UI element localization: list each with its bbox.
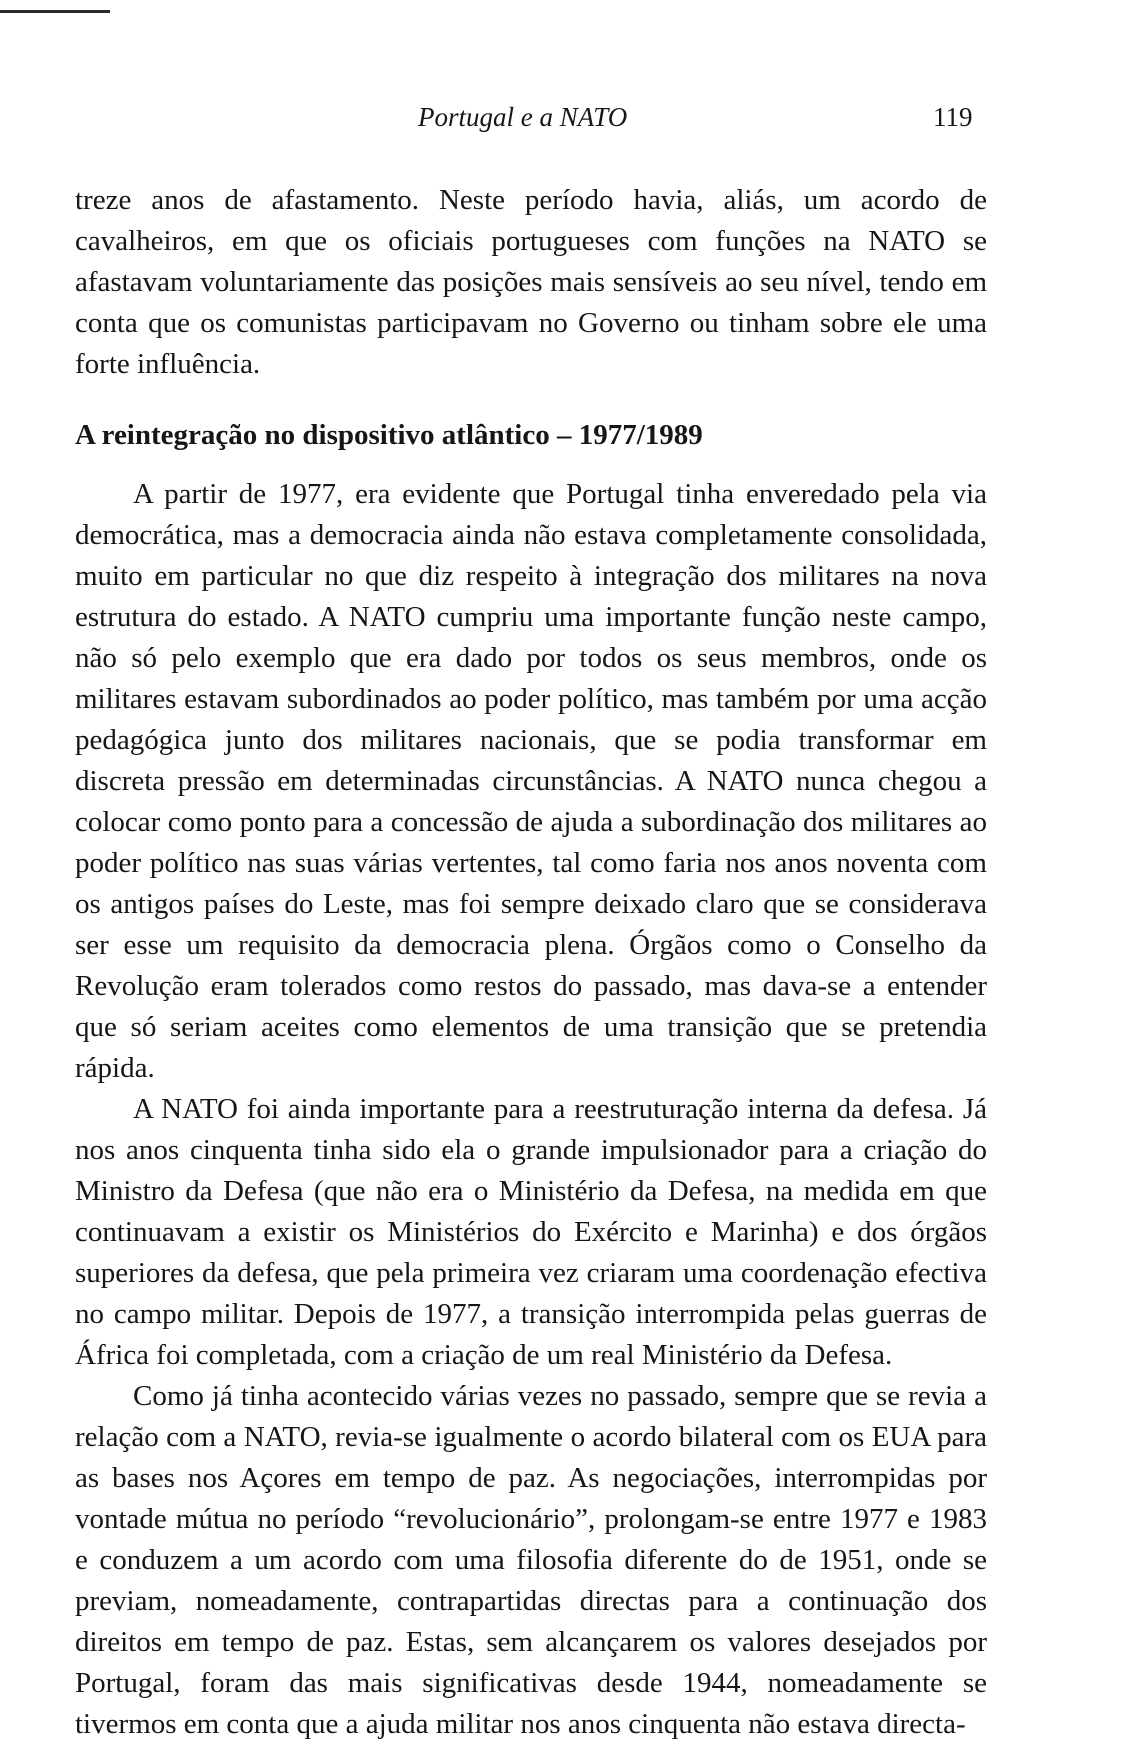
page-number: 119 xyxy=(933,102,973,132)
running-head xyxy=(0,102,1145,142)
running-title: Portugal e a NATO xyxy=(418,102,628,132)
section-heading: A reintegração no dispositivo atlântico – 1977/1989 xyxy=(75,419,703,451)
paragraph-3: A NATO foi ainda importante para a reestruturação interna da defesa. Já nos anos cinquenta tinha sido ela o grande impulsionador para a criação do Ministro da Defesa (que não era o Ministério da Defesa, na medida em que continuavam a existir os Ministérios do Exército e Marinha) e dos órgãos superiores da defesa, que pela primeira vez criaram uma coordenação efectiva no campo militar. Depois de 1977, a transição interrompida pelas guerras de África foi completada, com a criação de um real Ministério da Defesa. xyxy=(75,1093,987,1371)
body-text xyxy=(75,180,987,1745)
paragraph-4: Como já tinha acontecido várias vezes no passado, sempre que se revia a relação com a NATO, revia-se igualmente o acordo bilateral com os EUA para as bases nos Açores em tempo de paz. As negociações, interrompidas por vontade mútua no período “revolucionário”, prolongam-se entre 1977 e 1983 e conduzem a um acordo com uma filosofia diferente do de 1951, onde se previam, nomeadamente, contrapartidas directas para a continuação dos direitos em tempo de paz. Estas, sem alcançarem os valores desejados por Portugal, foram das mais significativas desde 1944, nomeadamente se tivermos em conta que a ajuda militar nos anos cinquenta não estava directa- xyxy=(75,1380,987,1740)
top-edge-rule xyxy=(0,10,110,13)
paragraph-2: A partir de 1977, era evidente que Portugal tinha enveredado pela via democrática, mas a democracia ainda não estava completamente consolidada, muito em particular no que diz respeito à integração dos militares na nova estrutura do estado. A NATO cumpriu uma importante função neste campo, não só pelo exemplo que era dado por todos os seus membros, onde os militares estavam subordinados ao poder político, mas também por uma acção pedagógica junto dos militares nacionais, que se podia transformar em discreta pressão em determinadas circunstâncias. A NATO nunca chegou a colocar como ponto para a concessão de ajuda a subordinação dos militares ao poder político nas suas várias vertentes, tal como faria nos anos noventa com os antigos países do Leste, mas foi sempre deixado claro que se considerava ser esse um requisito da democracia plena. Órgãos como o Conselho da Revolução eram tolerados como restos do passado, mas dava-se a entender que só seriam aceites como elementos de uma transição que se pretendia rápida. xyxy=(75,478,987,1084)
paragraph-1: treze anos de afastamento. Neste período havia, aliás, um acordo de cavalheiros, em que os oficiais portugueses com funções na NATO se afastavam voluntariamente das posições mais sensíveis ao seu nível, tendo em conta que os comunistas participavam no Governo ou tinham sobre ele uma forte influência. xyxy=(75,184,987,380)
